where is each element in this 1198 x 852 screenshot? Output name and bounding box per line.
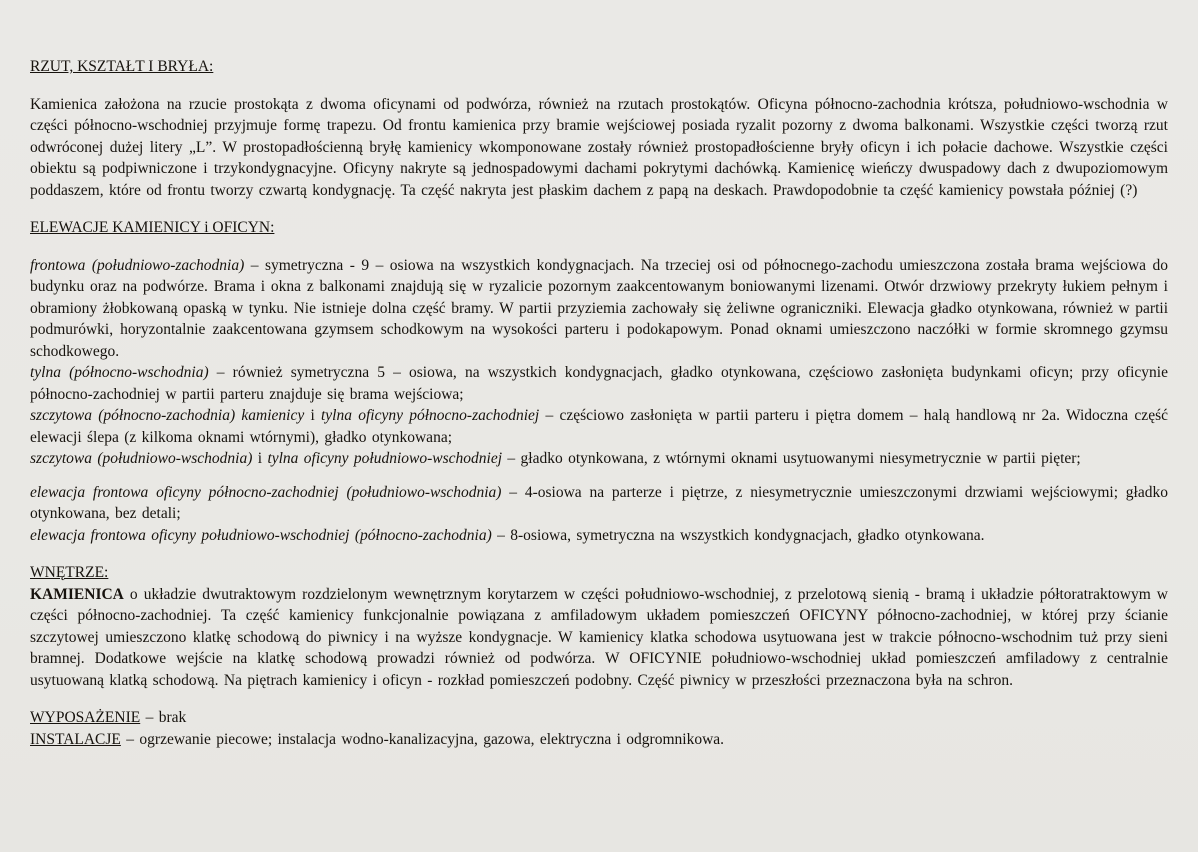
text-run: szczytowa (północno-zachodnia) kamienicy (30, 407, 305, 424)
text-run: o układzie dwutraktowym rozdzielonym wewnętrznym korytarzem w części południowo-wschodniej, z przelotową sienią - bramą i układzie półtoratraktowym w części północno-zachodniej. Ta część kamienicy funkcjonalnie powiązana z amfiladowym układem pomieszczeń OFICYNY północno-zachodniej, w której przy ścianie szczytowej umieszczono klatkę schodową do piwnicy i na wyższe kondygnacje. W kamienicy klatka schodowa usytuowana jest w trakcie północno-wschodnim tuż przy sieni bramnej. Dodatkowe wejście na klatkę schodową prowadzi również od podwórza. W OFICYNIE południowo-wschodniej układ pomieszczeń amfiladowy z centralnie usytuowaną klatką schodową. Na piętrach kamienicy i oficyn - rozkład pomieszczeń podobny. Część piwnicy w przeszłości przeznaczona była na schron. (30, 585, 1168, 689)
text-run: – gładko otynkowana, z wtórnymi oknami usytuowanymi niesymetrycznie w partii pięter; (502, 450, 1081, 467)
paragraph (30, 707, 1168, 729)
text-run: tylna oficyny południowo-wschodniej (267, 450, 503, 467)
paragraph (30, 362, 1168, 405)
paragraph (30, 255, 1168, 363)
text-run: szczytowa (południowo-wschodnia) (30, 450, 253, 467)
text-run: – częściowo zasłonięta w partii parteru i piętra domem – halą handlową nr 2a. Widoczna część elewacji ślepa (z kilkoma oknami wtórnymi), gładko otynkowana; (30, 407, 1168, 446)
text-run: Kamienica założona na rzucie prostokąta z dwoma oficynami od podwórza, również na rzutach prostokątów. Oficyna północno-zachodnia krótsza, południowo-wschodnia w części północno-wschodniej przyjmuje formę trapezu. Od frontu kamienica przy bramie wejściowej posiada ryzalit pozorny z dwoma balkonami. Wszystkie części tworzą rzut odwróconej dużej litery „L”. W prostopadłościenną bryłę kamienicy wkomponowane zostały również prostopadłościenne bryły oficyn i ich połacie dachowe. Wszystkie części obiektu są podpiwniczone i trzykondygnacyjne. Oficyny nakryte są jednospadowymi dachami pokrytymi dachówką. Kamienicę wieńczy dwuspadowy dach z dwupoziomowym poddaszem, które od frontu tworzy czwartą kondygnację. Ta część nakryta jest płaskim dachem z papą na deskach. Prawdopodobnie ta część kamienicy powstała później (?) (30, 95, 1168, 199)
section-heading: ELEWACJE KAMIENICY i OFICYN: (30, 219, 275, 236)
text-run: elewacja frontowa oficyny północno-zachodniej (południowo-wschodnia) (30, 483, 502, 501)
text-run: KAMIENICA (30, 585, 124, 603)
paragraph (30, 729, 1168, 751)
section-elewacje-kamienicy-i-oficyn (30, 217, 1168, 546)
section-heading: RZUT, KSZTAŁT I BRYŁA: (30, 58, 214, 75)
paragraph (30, 525, 1168, 547)
text-run: INSTALACJE (30, 730, 121, 748)
text-run: tylna oficyny północno-zachodniej (321, 407, 540, 424)
document-content (30, 56, 1168, 750)
section-rzut-ksztalt-bryla (30, 56, 1168, 201)
paragraph (30, 94, 1168, 202)
text-run: WYPOSAŻENIE (30, 709, 141, 726)
text-run: – również symetryczna 5 – osiowa, na wszystkich kondygnacjach, gładko otynkowana, częściowo zasłonięta budynkami oficyn; przy oficynie północno-zachodniej w partii parteru znajduje się brama wejściowa; (30, 364, 1168, 403)
section-wnetrze (30, 562, 1168, 691)
text-run: tylna (północno-wschodnia) (30, 364, 209, 381)
paragraph (30, 584, 1168, 692)
text-run: – 4-osiowa na parterze i piętrze, z niesymetrycznie umieszczonymi drzwiami wejściowymi; gładko otynkowana, bez detali; (30, 483, 1168, 522)
section-wyposazenie-instalacje (30, 707, 1168, 750)
paragraph (30, 448, 1168, 470)
text-run: frontowa (południowo-zachodnia) (30, 256, 245, 274)
paragraph (30, 482, 1168, 525)
text-run: – symetryczna - 9 – osiowa na wszystkich kondygnacjach. Na trzeciej osi od północnego-zachodu umieszczona została brama wejściowa do budynku oraz na podwórze. Brama i okna z balkonami znajdują się w ryzalicie pozornym zaakcentowanym boniowanymi lizenami. Otwór drzwiowy przekryty łukiem pełnym i obramiony żłobkowaną opaską w tynku. Nie istnieje dolna część bramy. W partii przyziemia zachowały się żeliwne ograniczniki. Elewacja gładko otynkowana, również w partii podmurówki, horyzontalnie zaakcentowana gzymsem schodkowym na wysokości parteru i podokapowym. Ponad oknami umieszczono naczółki w formie skromnego gzymsu schodkowego. (30, 256, 1168, 360)
text-run: – brak (140, 709, 187, 726)
text-run: i (252, 450, 268, 467)
text-run: – 8-osiowa, symetryczna na wszystkich kondygnacjach, gładko otynkowana. (491, 526, 985, 544)
text-run: elewacja frontowa oficyny południowo-wschodniej (północno-zachodnia) (30, 526, 492, 544)
paragraph (30, 405, 1168, 448)
text-run: i (304, 407, 321, 424)
section-heading: WNĘTRZE: (30, 564, 109, 581)
text-run: – ogrzewanie piecowe; instalacja wodno-kanalizacyjna, gazowa, elektryczna i odgromnikowa. (120, 730, 725, 748)
